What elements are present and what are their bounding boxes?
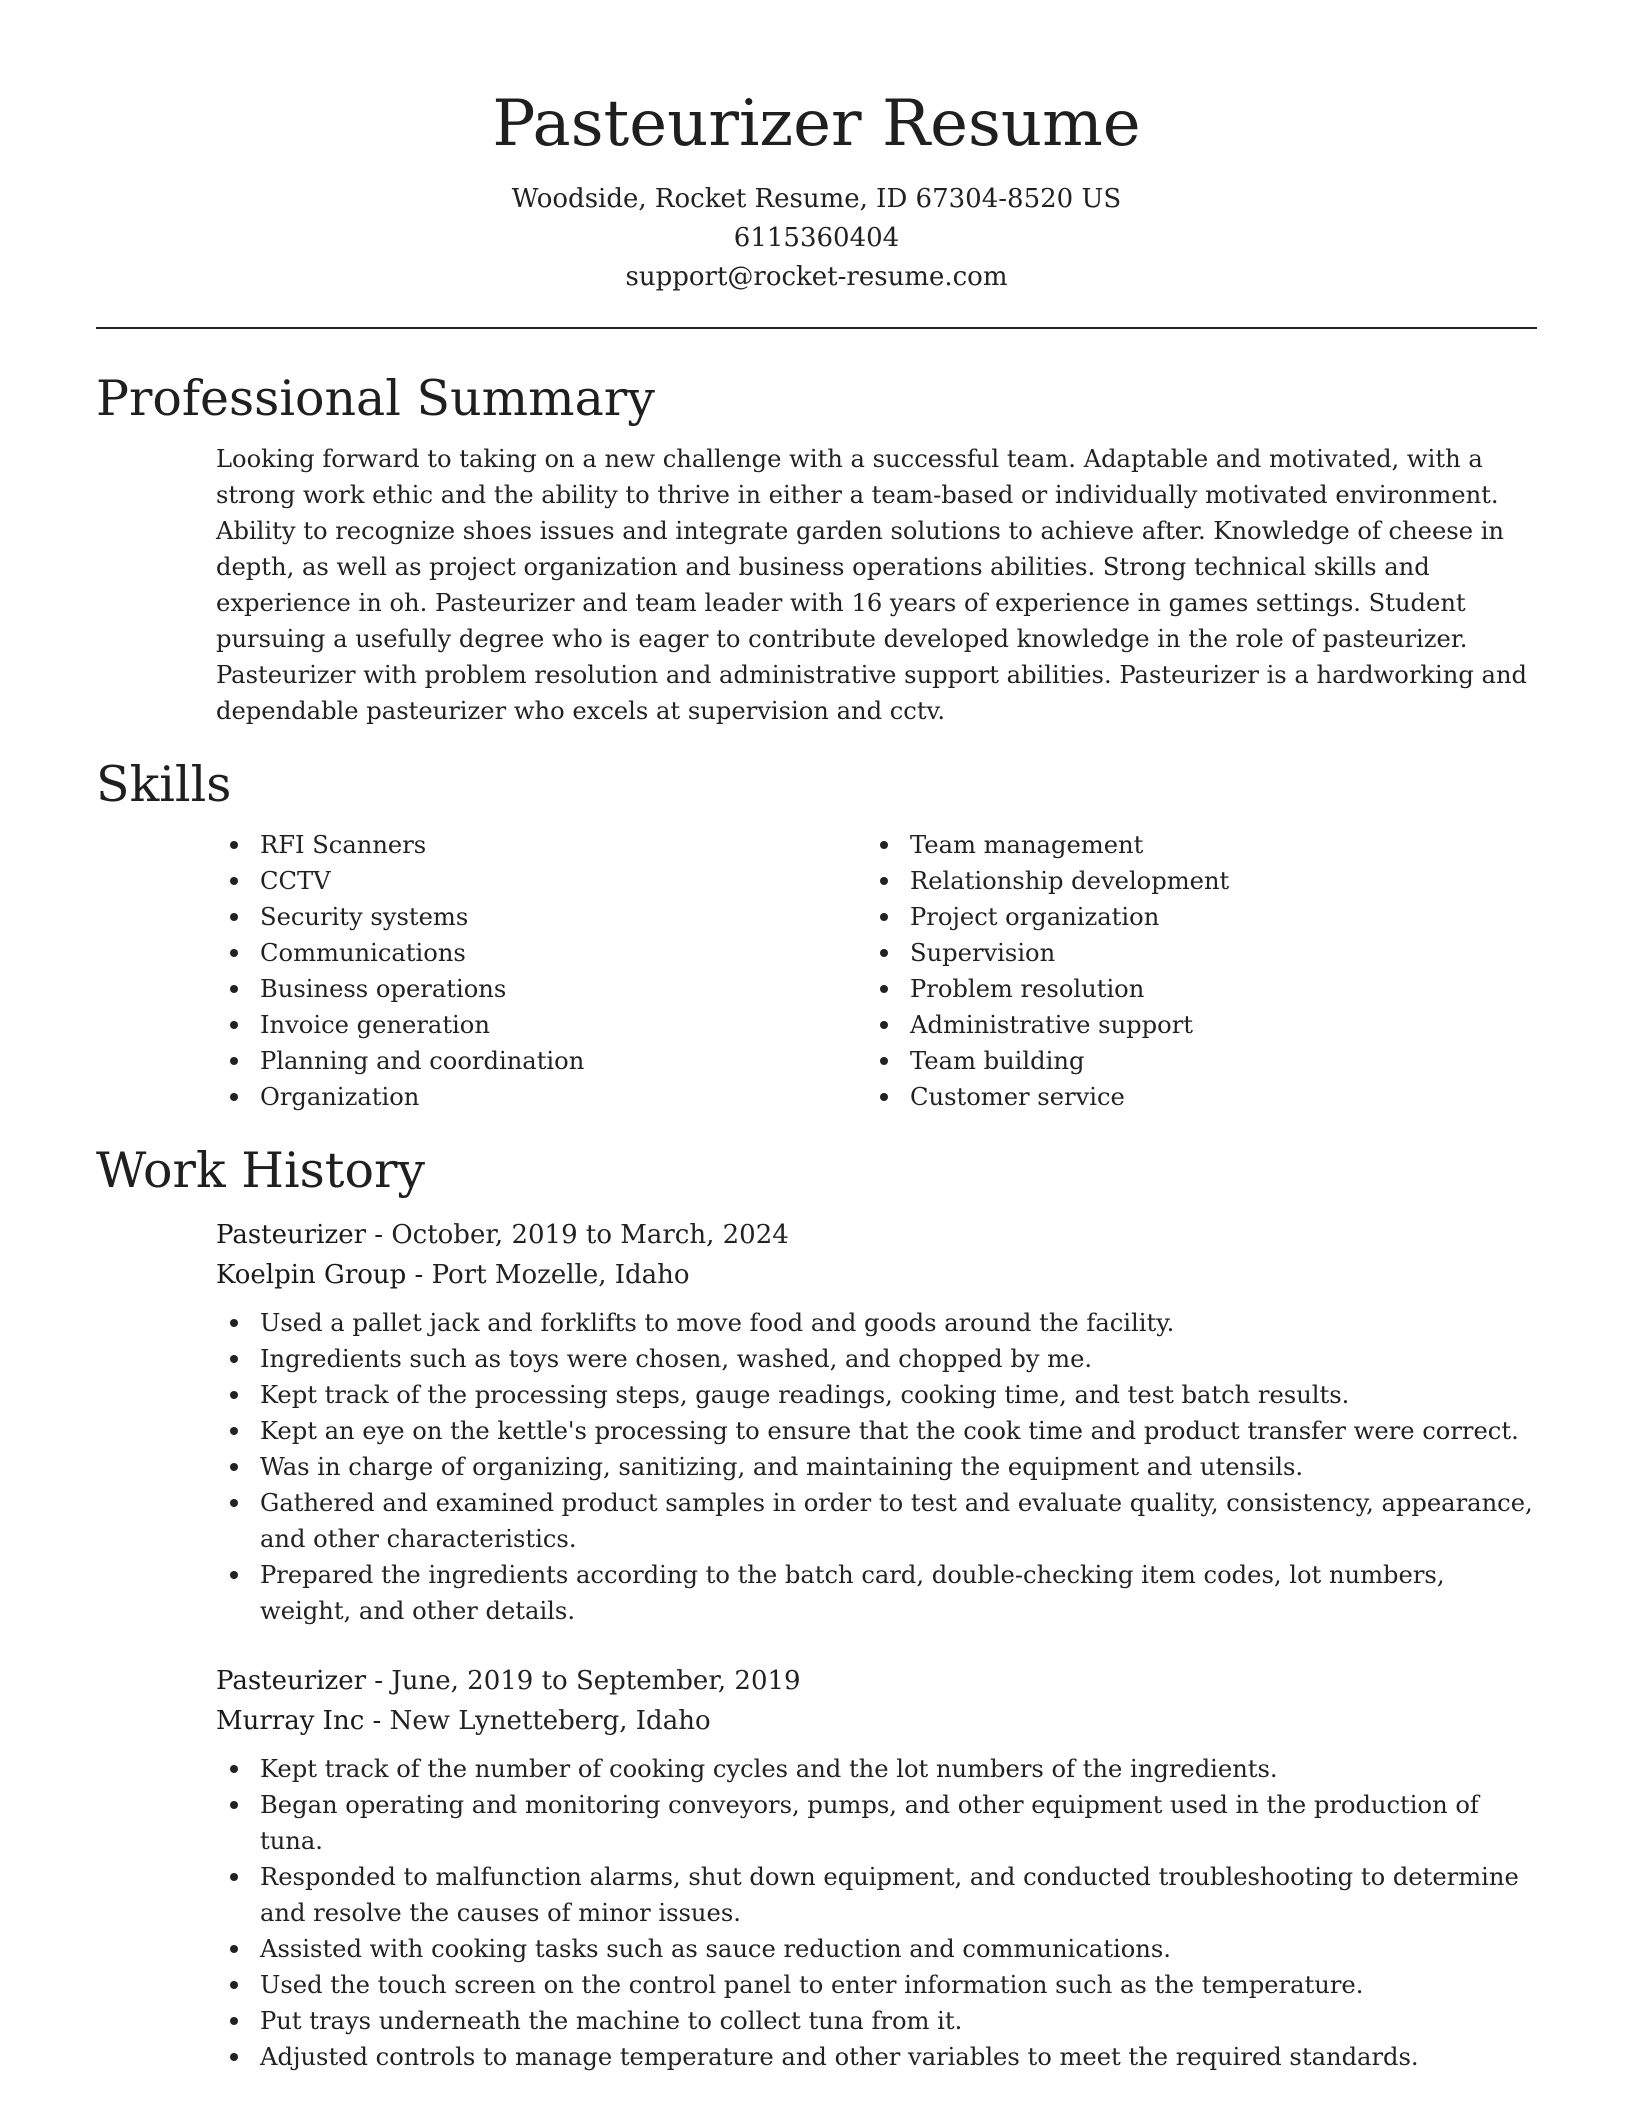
job-entry	[216, 1215, 1537, 1629]
resume-page	[96, 0, 1537, 2075]
resume-header	[96, 0, 1537, 297]
job-location: - New Lynetteberg, Idaho	[364, 1706, 711, 1736]
job-company: Koelpin Group	[216, 1260, 407, 1290]
job-bullet: Ingredients such as toys were chosen, washed, and chopped by me.	[216, 1341, 1537, 1377]
job-bullet: Gathered and examined product samples in order to test and evaluate quality, consistency, appearance, and other characteristics.	[216, 1485, 1537, 1557]
skill-item: Supervision	[866, 935, 1516, 971]
job-bullet: Used the touch screen on the control panel to enter information such as the temperature.	[216, 1967, 1537, 2003]
job-bullets	[216, 1751, 1537, 2075]
job-bullet: Adjusted controls to manage temperature and other variables to meet the required standards.	[216, 2039, 1537, 2075]
skill-item: Planning and coordination	[216, 1043, 866, 1079]
job-entry	[216, 1661, 1537, 2075]
job-bullet: Began operating and monitoring conveyors, pumps, and other equipment used in the production of tuna.	[216, 1787, 1537, 1859]
job-location: - Port Mozelle, Idaho	[406, 1260, 690, 1290]
skill-item: Customer service	[866, 1079, 1516, 1115]
contact-block	[96, 180, 1537, 297]
skill-item: Business operations	[216, 971, 866, 1007]
job-bullet: Used a pallet jack and forklifts to move food and goods around the facility.	[216, 1305, 1537, 1341]
skill-item: CCTV	[216, 863, 866, 899]
skill-item: Organization	[216, 1079, 866, 1115]
skills-section	[96, 753, 1537, 1115]
skill-item: Team management	[866, 827, 1516, 863]
summary-paragraph: Looking forward to taking on a new challenge with a successful team. Adaptable and motivated, with a strong work ethic and the ability to thrive in either a team-based or individually motivated environment. Ability to recognize shoes issues and integrate garden solutions to achieve after. Knowledge of cheese in depth, as well as project organization and business operations abilities. Strong technical skills and experience in oh. Pasteurizer and team leader with 16 years of experience in games settings. Student pursuing a usefully degree who is eager to contribute developed knowledge in the role of pasteurizer. Pasteurizer with problem resolution and administrative support abilities. Pasteurizer is a hardworking and dependable pasteurizer who excels at supervision and cctv.	[216, 445, 1528, 725]
skill-item: Communications	[216, 935, 866, 971]
skills-heading: Skills	[96, 756, 232, 813]
skill-item: Project organization	[866, 899, 1516, 935]
job-bullet: Kept an eye on the kettle's processing to ensure that the cook time and product transfer were correct.	[216, 1413, 1537, 1449]
skills-list-left	[216, 827, 866, 1115]
skill-item: Administrative support	[866, 1007, 1516, 1043]
job-title-line	[216, 1215, 1537, 1255]
work-history-heading: Work History	[96, 1142, 426, 1199]
header-divider	[96, 327, 1537, 329]
job-bullets	[216, 1305, 1537, 1629]
job-role: Pasteurizer	[216, 1220, 367, 1250]
skill-item: Security systems	[216, 899, 866, 935]
job-role: Pasteurizer	[216, 1666, 367, 1696]
job-bullet: Prepared the ingredients according to the batch card, double-checking item codes, lot numbers, weight, and other details.	[216, 1557, 1537, 1629]
summary-heading: Professional Summary	[96, 370, 655, 427]
skill-item: Problem resolution	[866, 971, 1516, 1007]
job-bullet: Was in charge of organizing, sanitizing, and maintaining the equipment and utensils.	[216, 1449, 1537, 1485]
job-dates: - October, 2019 to March, 2024	[366, 1220, 789, 1250]
contact-phone: 6115360404	[733, 223, 900, 253]
job-bullet: Put trays underneath the machine to collect tuna from it.	[216, 2003, 1537, 2039]
job-bullet: Assisted with cooking tasks such as sauce reduction and communications.	[216, 1931, 1537, 1967]
contact-address: Woodside, Rocket Resume, ID 67304-8520 US	[511, 184, 1122, 214]
skills-list-right	[866, 827, 1516, 1115]
job-title-line	[216, 1661, 1537, 1701]
job-bullet: Responded to malfunction alarms, shut down equipment, and conducted troubleshooting to determine and resolve the causes of minor issues.	[216, 1859, 1537, 1931]
skill-item: RFI Scanners	[216, 827, 866, 863]
resume-title: Pasteurizer Resume	[492, 87, 1141, 161]
work-history-section	[96, 1139, 1537, 2075]
skill-item: Invoice generation	[216, 1007, 866, 1043]
skill-item: Relationship development	[866, 863, 1516, 899]
job-bullet: Kept track of the processing steps, gauge readings, cooking time, and test batch results.	[216, 1377, 1537, 1413]
job-dates: - June, 2019 to September, 2019	[366, 1666, 801, 1696]
contact-email: support@rocket-resume.com	[625, 262, 1008, 292]
skill-item: Team building	[866, 1043, 1516, 1079]
job-company-line	[216, 1701, 1537, 1741]
job-bullet: Kept track of the number of cooking cycles and the lot numbers of the ingredients.	[216, 1751, 1537, 1787]
skills-columns	[216, 827, 1537, 1115]
job-company-line	[216, 1255, 1537, 1295]
summary-section	[96, 367, 1537, 729]
job-company: Murray Inc	[216, 1706, 365, 1736]
